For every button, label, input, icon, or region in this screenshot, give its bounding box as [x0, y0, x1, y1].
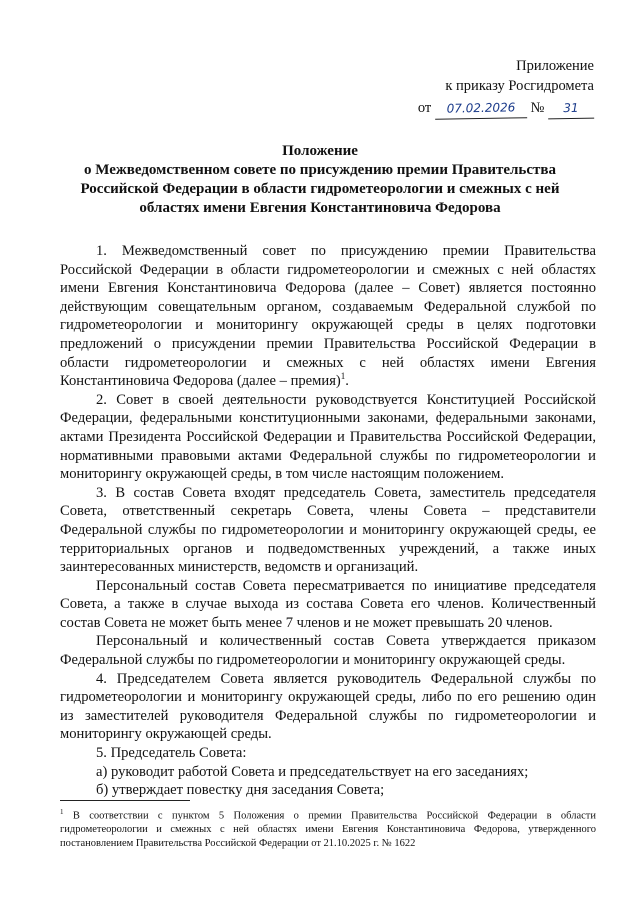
paragraph-1-text: 1. Межведомственный совет по присуждению премии Правительства Российской Федерации в области гидрометеорологии и смежных с ней областях имени Евгения Константиновича Федорова (далее – Совет) является постоянно действующим совещательным органом, создаваемым Федеральной службой по гидрометеорологии и мониторингу окружающей среды в целях подготовки предложений о присуждении премии Правительства Российской Федерации в области гидрометеорологии и смежных с ней областях имени Евгения Константиновича Федорова (далее – премия): [60, 243, 596, 390]
appendix-header: [334, 56, 594, 119]
footnote-mark: 1: [60, 808, 64, 816]
ref-number-label: №: [530, 100, 545, 116]
handwritten-date: 07.02.2026: [435, 97, 527, 120]
appendix-date-number: [334, 98, 594, 119]
paragraph-8: а) руководит работой Совета и председательствует на его заседаниях;: [96, 763, 529, 780]
paragraph-6: 4. Председателем Совета является руководитель Федеральной службы по гидрометеорологии и мониторингу окружающей среды, либо по его решению один из заместителей руководителя Федеральной службы по гидрометеорологии и мониторингу окружающей среды.: [60, 670, 596, 743]
paragraph-1-end: .: [345, 373, 349, 390]
document-title: [60, 142, 580, 218]
paragraph-2: 2. Совет в своей деятельности руководствуется Конституцией Российской Федерации, федеральными конституционными законами, федеральными законами, актами Президента Российской Федерации и Правительства Российской Федерации, нормативными правовыми актами Федеральной службы по гидрометеорологии и мониторингу окружающей среды, в том числе настоящим положением.: [60, 391, 596, 483]
title-heading: Положение: [282, 143, 358, 159]
paragraph-9: б) утверждает повестку дня заседания Совета;: [96, 782, 385, 799]
footnote-divider: [60, 800, 190, 801]
appendix-order-ref: к приказу Росгидромета: [445, 78, 594, 94]
title-subtitle: о Межведомственном совете по присуждению премии Правительства Российской Федерации в области гидрометеорологии и смежных с ней областях имени Евгения Константиновича Федорова: [80, 162, 560, 216]
paragraph-3: 3. В состав Совета входят председатель Совета, заместитель председателя Совета, ответственный секретарь Совета, члены Совета – представители Федеральной службы по гидрометеорологии и мониторингу окружающей среды, ее территориальных органов и подведомственных учреждений, а также иных заинтересованных министерств, ведомств и организаций.: [60, 484, 596, 576]
appendix-label: Приложение: [516, 58, 594, 74]
footnote: [60, 806, 596, 850]
document-body: [60, 242, 596, 800]
ref-from-label: от: [417, 100, 432, 116]
paragraph-5: Персональный и количественный состав Совета утверждается приказом Федеральной службы по гидрометеорологии и мониторингу окружающей среды.: [60, 633, 596, 669]
paragraph-4: Персональный состав Совета пересматривается по инициативе председателя Совета, а также в случае выхода из состава Совета его членов. Количественный состав Совета не может быть менее 7 членов и не может превышать 20 членов.: [60, 577, 596, 631]
footnote-ref: 1: [340, 371, 346, 382]
paragraph-1: [60, 242, 596, 391]
handwritten-number: 31: [548, 98, 594, 120]
footnote-text: В соответствии с пунктом 5 Положения о премии Правительства Российской Федерации в области гидрометеорологии и смежных с ней областях имени Евгения Константиновича Федорова, утвержденного постановлением Правительства Российской Федерации от 21.10.2025 г. № 1622: [60, 810, 596, 849]
paragraph-7: 5. Председатель Совета:: [96, 745, 247, 762]
